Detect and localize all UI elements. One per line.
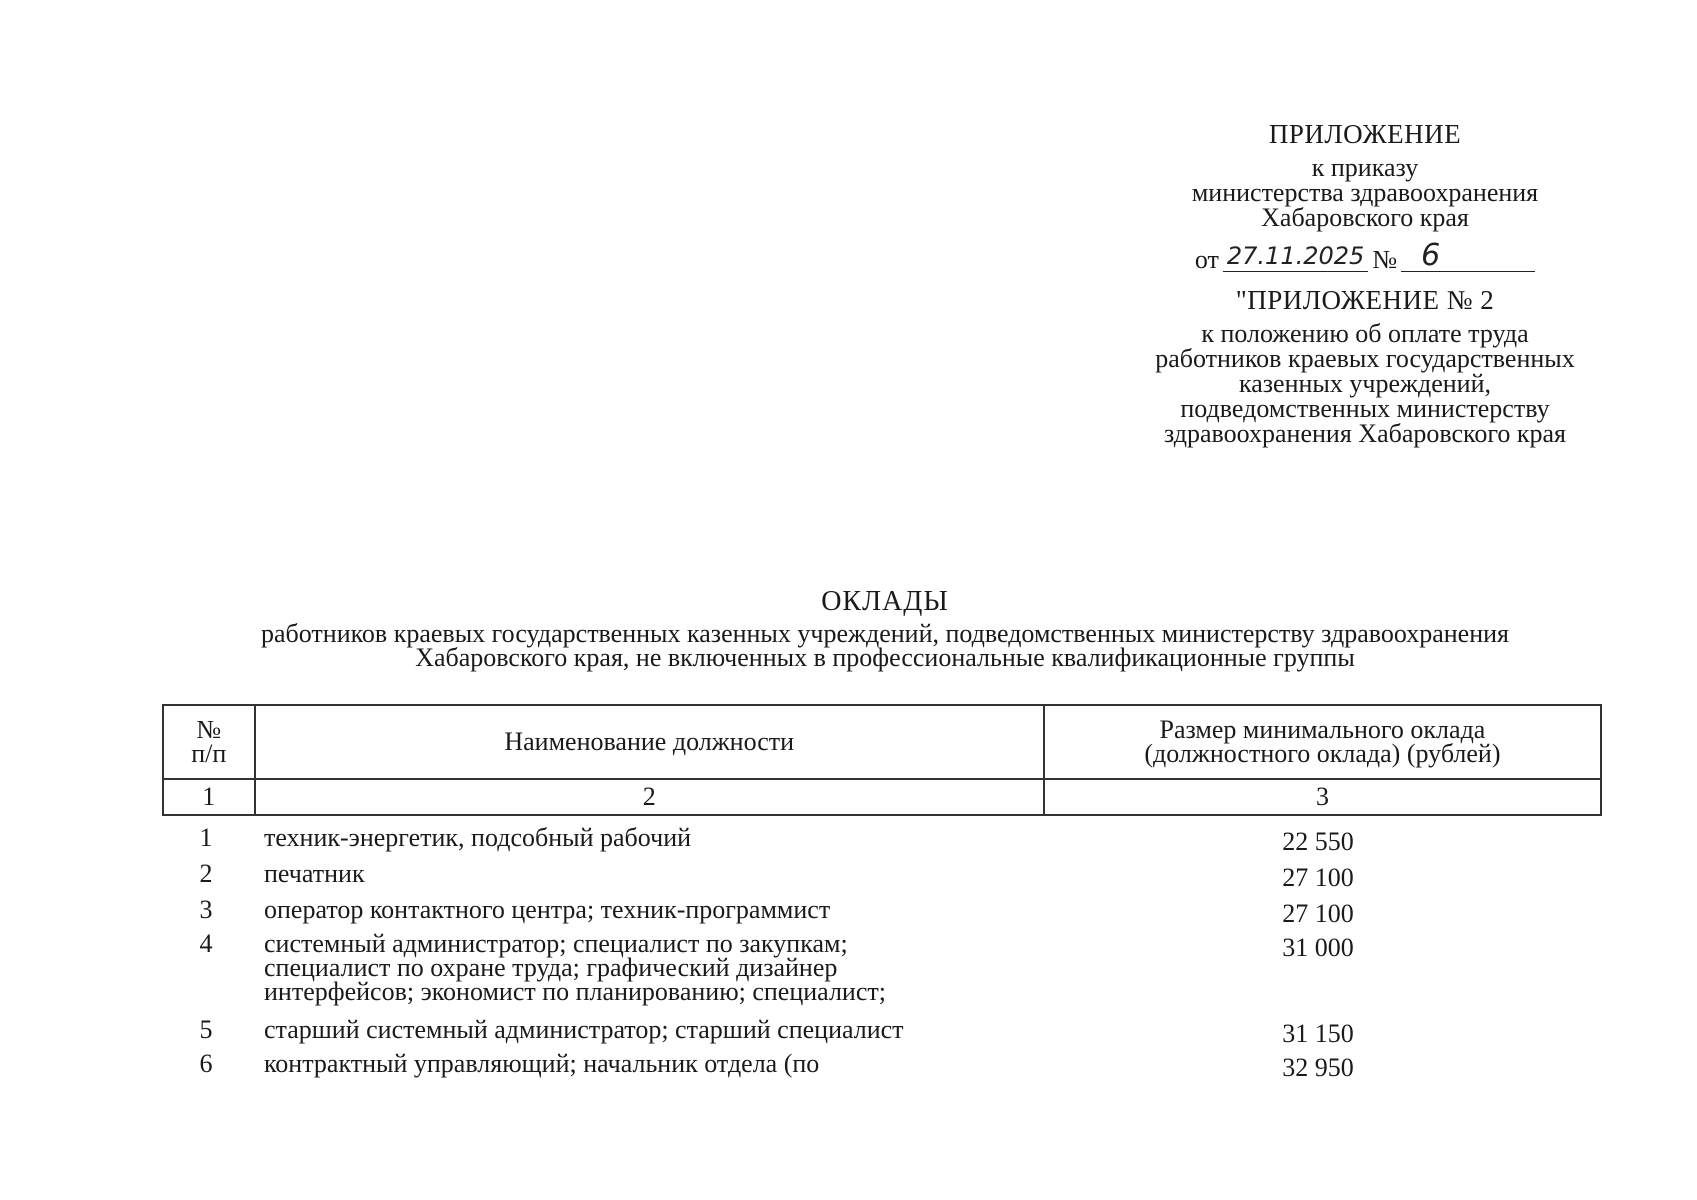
row-number: 1 <box>199 823 213 852</box>
row-number: 3 <box>199 895 213 924</box>
appendix-header <box>1110 119 1620 448</box>
row-number: 5 <box>199 1015 213 1044</box>
header-line: министерства здравоохранения <box>1191 178 1539 207</box>
row-position: контрактный управляющий; начальник отдела (по <box>264 1049 820 1078</box>
row-salary: 31 000 <box>1282 933 1354 962</box>
column-number-3: 3 <box>1044 779 1601 815</box>
appendix-2-title: "ПРИЛОЖЕНИЕ № 2 <box>1235 285 1495 315</box>
title-subtitle-line: работников краевых государственных казенных учреждений, подведомственных министерству здравоохранения <box>261 619 1509 648</box>
row-salary: 22 550 <box>1282 827 1354 856</box>
appendix-2-line: здравоохранения Хабаровского края <box>1163 419 1566 448</box>
row-number: 2 <box>199 859 213 888</box>
row-salary: 32 950 <box>1282 1053 1354 1082</box>
header-salary-cell: Размер минимального оклада (должностного оклада) (рублей) <box>1044 705 1601 779</box>
row-position: оператор контактного центра; техник-программист <box>264 895 831 924</box>
row-salary: 31 150 <box>1282 1019 1354 1048</box>
table-row <box>162 1049 1602 1086</box>
header-line: к приказу <box>1311 153 1419 182</box>
title-main: ОКЛАДЫ <box>821 586 949 617</box>
table-row <box>162 823 1602 862</box>
document-title <box>160 586 1610 672</box>
column-number-1: 1 <box>163 779 255 815</box>
row-number: 6 <box>199 1049 213 1078</box>
header-line: Хабаровского края <box>1261 203 1469 232</box>
row-position: печатник <box>264 859 365 888</box>
header-number-cell: № п/п <box>163 705 255 779</box>
table-row <box>162 859 1602 898</box>
order-number-label: № <box>1372 245 1398 274</box>
row-position: старший системный администратор; старший специалист <box>264 1015 904 1044</box>
order-date-handwritten: 27.11.2025 <box>1223 241 1368 272</box>
table-row <box>162 929 1602 1018</box>
salary-rows <box>162 823 1602 1086</box>
row-position: системный администратор; специалист по закупкам; специалист по охране труда; графический дизайнер интерфейсов; экономист по планированию; специалист; <box>264 929 886 1006</box>
appendix-2-line: работников краевых государственных <box>1155 344 1575 373</box>
row-salary: 27 100 <box>1282 863 1354 892</box>
column-number-2: 2 <box>255 779 1044 815</box>
order-prefix: от <box>1194 245 1219 274</box>
salary-table-header <box>162 704 1602 816</box>
table-row <box>162 1015 1602 1052</box>
title-subtitle-line: Хабаровского края, не включенных в профессиональные квалификационные группы <box>415 643 1355 672</box>
appendix-2-line: казенных учреждений, <box>1239 369 1491 398</box>
order-number-handwritten: 6 <box>1401 241 1535 272</box>
appendix-2-block <box>1110 285 1620 448</box>
appendix-2-line: к положению об оплате труда <box>1201 319 1529 348</box>
row-number: 4 <box>199 929 213 958</box>
row-position: техник-энергетик, подсобный рабочий <box>264 823 692 852</box>
appendix-title: ПРИЛОЖЕНИЕ <box>1268 119 1462 149</box>
order-reference <box>1110 236 1620 272</box>
header-position-cell: Наименование должности <box>255 705 1044 779</box>
row-salary: 27 100 <box>1282 899 1354 928</box>
appendix-2-line: подведомственных министерству <box>1180 394 1550 423</box>
table-row <box>162 895 1602 932</box>
